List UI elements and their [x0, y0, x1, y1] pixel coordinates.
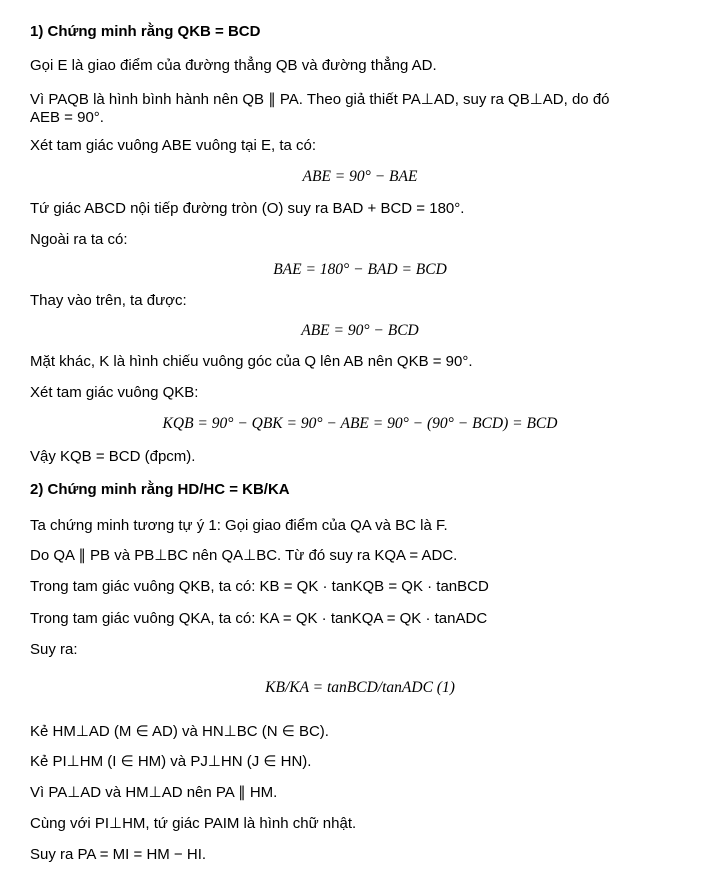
text-line: Xét tam giác vuông ABE vuông tại E, ta có: — [30, 137, 317, 154]
text-line: Cùng với PI⊥HM, tứ giác PAIM là hình chữ nhật. — [30, 815, 357, 832]
text-line: Vì PA⊥AD và HM⊥AD nên PA ∥ HM. — [30, 784, 278, 801]
equation: ABE = 90° − BCD — [301, 322, 419, 339]
equation: BAE = 180° − BAD = BCD — [273, 261, 447, 278]
text-line: Kẻ HM⊥AD (M ∈ AD) và HN⊥BC (N ∈ BC). — [30, 723, 329, 740]
text-line: Mặt khác, K là hình chiếu vuông góc của Q lên AB nên QKB = 90°. — [30, 353, 473, 370]
text-line: Trong tam giác vuông QKA, ta có: KA = QK · tanKQA = QK · tanADC — [30, 610, 488, 627]
section-2-heading: 2) Chứng minh rằng HD/HC = KB/KA — [30, 481, 290, 498]
text-line: Gọi E là giao điểm của đường thẳng QB và đường thẳng AD. — [30, 57, 437, 74]
text-line: Suy ra: — [30, 641, 78, 658]
text-line: Kẻ PI⊥HM (I ∈ HM) và PJ⊥HN (J ∈ HN). — [30, 753, 312, 770]
text-line: Vậy KQB = BCD (đpcm). — [30, 448, 196, 465]
text-line: Trong tam giác vuông QKB, ta có: KB = QK · tanKQB = QK · tanBCD — [30, 578, 489, 595]
text-line: Xét tam giác vuông QKB: — [30, 384, 199, 401]
text-line: Tứ giác ABCD nội tiếp đường tròn (O) suy ra BAD + BCD = 180°. — [30, 200, 465, 217]
text-line: Thay vào trên, ta được: — [30, 292, 187, 309]
equation-1: KB/KA = tanBCD/tanADC (1) — [265, 679, 455, 696]
text-line: Vì PAQB là hình bình hành nên QB ∥ PA. Theo giả thiết PA⊥AD, suy ra QB⊥AD, do đó — [30, 91, 610, 108]
text-line: AEB = 90°. — [30, 109, 104, 126]
section-1-heading: 1) Chứng minh rằng QKB = BCD — [30, 23, 261, 40]
equation: ABE = 90° − BAE — [302, 168, 418, 185]
text-line: Ta chứng minh tương tự ý 1: Gọi giao điểm của QA và BC là F. — [30, 517, 448, 534]
equation: KQB = 90° − QBK = 90° − ABE = 90° − (90° − BCD) = BCD — [162, 415, 558, 432]
text-line: Do QA ∥ PB và PB⊥BC nên QA⊥BC. Từ đó suy ra KQA = ADC. — [30, 547, 458, 564]
text-line: Suy ra PA = MI = HM − HI. — [30, 846, 207, 863]
text-line: Ngoài ra ta có: — [30, 231, 128, 248]
